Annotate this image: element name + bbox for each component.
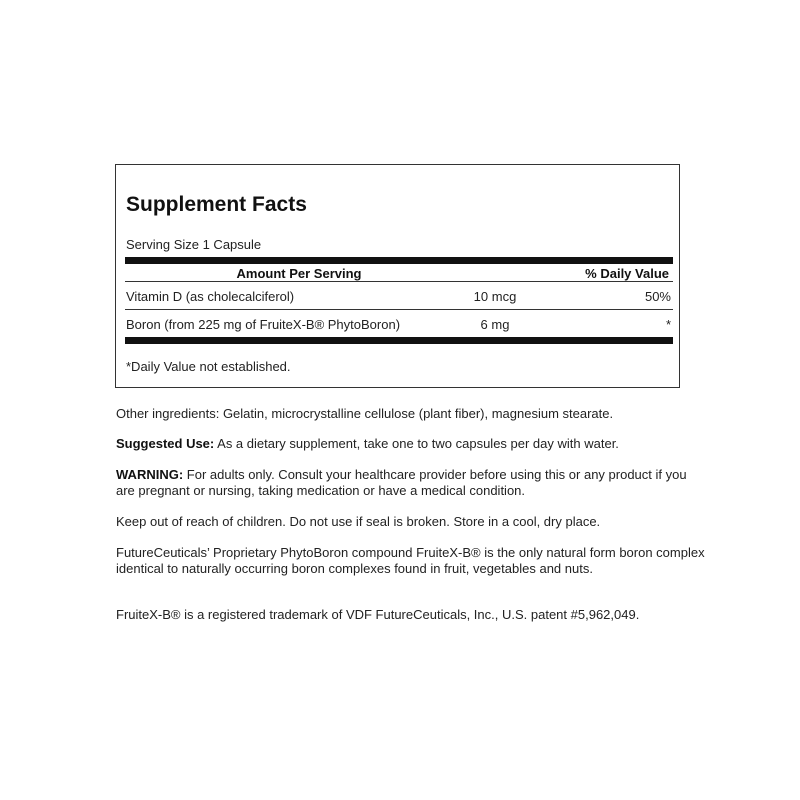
nutrient-daily-value: * xyxy=(665,317,671,332)
nutrient-row-vitamin-d xyxy=(125,289,673,307)
nutrient-amount: 10 mcg xyxy=(473,289,517,304)
nutrient-name: Boron (from 225 mg of FruiteX-B® PhytoBoron) xyxy=(126,317,401,332)
amount-per-serving-header: Amount Per Serving xyxy=(236,266,362,281)
daily-value-header: % Daily Value xyxy=(585,266,669,281)
nutrient-daily-value: 50% xyxy=(644,289,671,304)
nutrient-amount: 6 mg xyxy=(480,317,510,332)
nutrient-row-boron xyxy=(125,317,673,335)
warning-text: For adults only. Consult your healthcare provider before using this or any product if you are pregnant or nursing, taking medication or have a medical condition. xyxy=(116,467,687,498)
warning xyxy=(116,467,706,499)
suggested-use-text: As a dietary supplement, take one to two capsules per day with water. xyxy=(214,436,619,451)
thick-divider-bottom xyxy=(125,337,673,344)
daily-value-footnote: *Daily Value not established. xyxy=(126,359,291,374)
warning-label: WARNING: xyxy=(116,467,184,482)
divider-line xyxy=(125,281,673,282)
suggested-use xyxy=(116,436,706,452)
thick-divider-top xyxy=(125,257,673,264)
suggested-use-label: Suggested Use: xyxy=(116,436,215,451)
serving-size: Serving Size 1 Capsule xyxy=(126,237,262,252)
facts-header-row xyxy=(125,266,673,281)
phytoboron-description: FutureCeuticals’ Proprietary PhytoBoron compound FruiteX-B® is the only natural form boron complex identical to naturally occurring boron complexes found in fruit, vegetables and nuts. xyxy=(116,545,705,576)
supplement-facts-title: Supplement Facts xyxy=(126,193,307,216)
divider-line xyxy=(125,309,673,310)
supplement-facts-panel xyxy=(115,164,680,388)
nutrient-name: Vitamin D (as cholecalciferol) xyxy=(126,289,295,304)
other-ingredients: Other ingredients: Gelatin, microcrystalline cellulose (plant fiber), magnesium stearate. xyxy=(116,406,614,421)
trademark-notice: FruiteX-B® is a registered trademark of VDF FutureCeuticals, Inc., U.S. patent #5,962,049. xyxy=(116,607,640,622)
storage-instructions: Keep out of reach of children. Do not use if seal is broken. Store in a cool, dry place. xyxy=(116,514,601,529)
